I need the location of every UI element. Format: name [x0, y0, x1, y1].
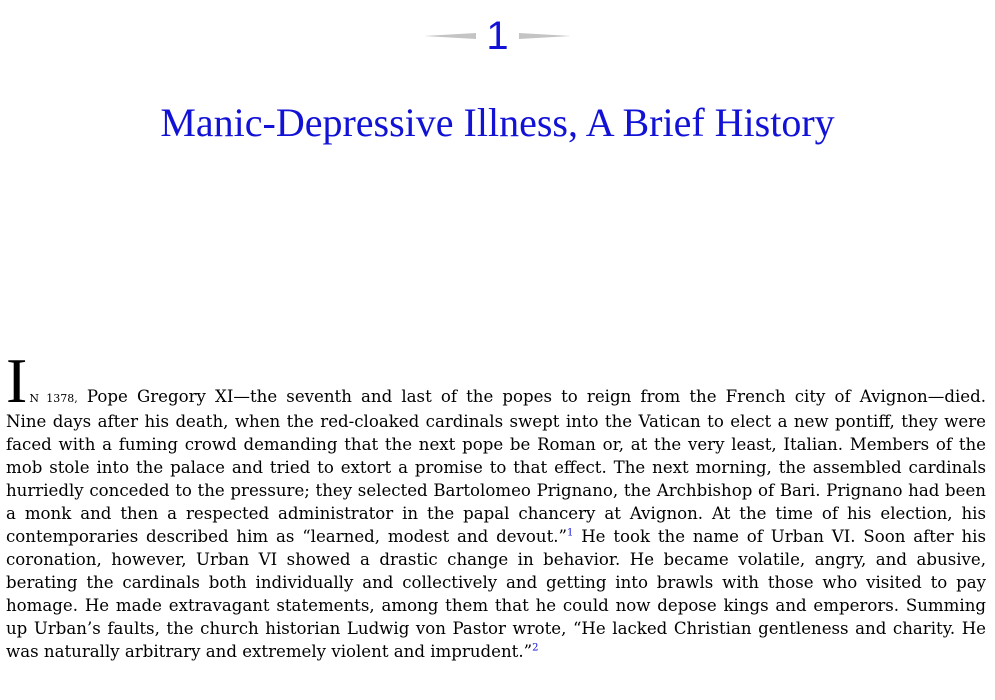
paragraph-text-2: He took the name of Urban VI. Soon after his coronation, however, Urban VI showed a drastic change in behavior. He became volatile, angry, and abusive, berating the cardinals both individually and collectively and getting into brawls with those who visited to pay homage. He made extravagant statements, among them that he could now depose kings and emperors. Summing up Urban’s faults, the church historian Ludwig von Pastor wrote, “He lacked Christian gentleness and charity. He was naturally arbitrary and extremely violent and imprudent.” — [6, 527, 986, 661]
chapter-header — [0, 14, 995, 58]
body-paragraph — [6, 345, 986, 663]
footnote-ref-2[interactable]: 2 — [532, 642, 539, 654]
left-rule-ornament — [424, 33, 476, 39]
chapter-number: 1 — [486, 14, 509, 58]
chapter-title: Manic-Depressive Illness, A Brief History — [160, 100, 835, 145]
first-line-text: Pope Gregory XI—the seventh and last of the popes to reign from the French city of Avignon—died. — [77, 387, 986, 406]
first-line — [6, 345, 986, 416]
small-caps-lead: N 1378, — [29, 392, 78, 405]
footnote-ref-1[interactable]: 1 — [567, 527, 574, 539]
paragraph-text-1: Nine days after his death, when the red-cloaked cardinals swept into the Vatican to elect a new pontiff, they were faced with a fuming crowd demanding that the next pope be Roman or, at the very least, Italian. Members of the mob stole into the palace and tried to extort a promise to that effect. The next morning, the assembled cardinals hurriedly conceded to the pressure; they selected Bartolomeo Prignano, the Archbishop of Bari. Prignano had been a monk and then a respected administrator in the papal chancery at Avignon. At the time of his election, his contemporaries described him as “learned, modest and devout.” — [6, 412, 986, 546]
right-rule-ornament — [519, 33, 571, 39]
drop-cap: I — [6, 345, 28, 416]
